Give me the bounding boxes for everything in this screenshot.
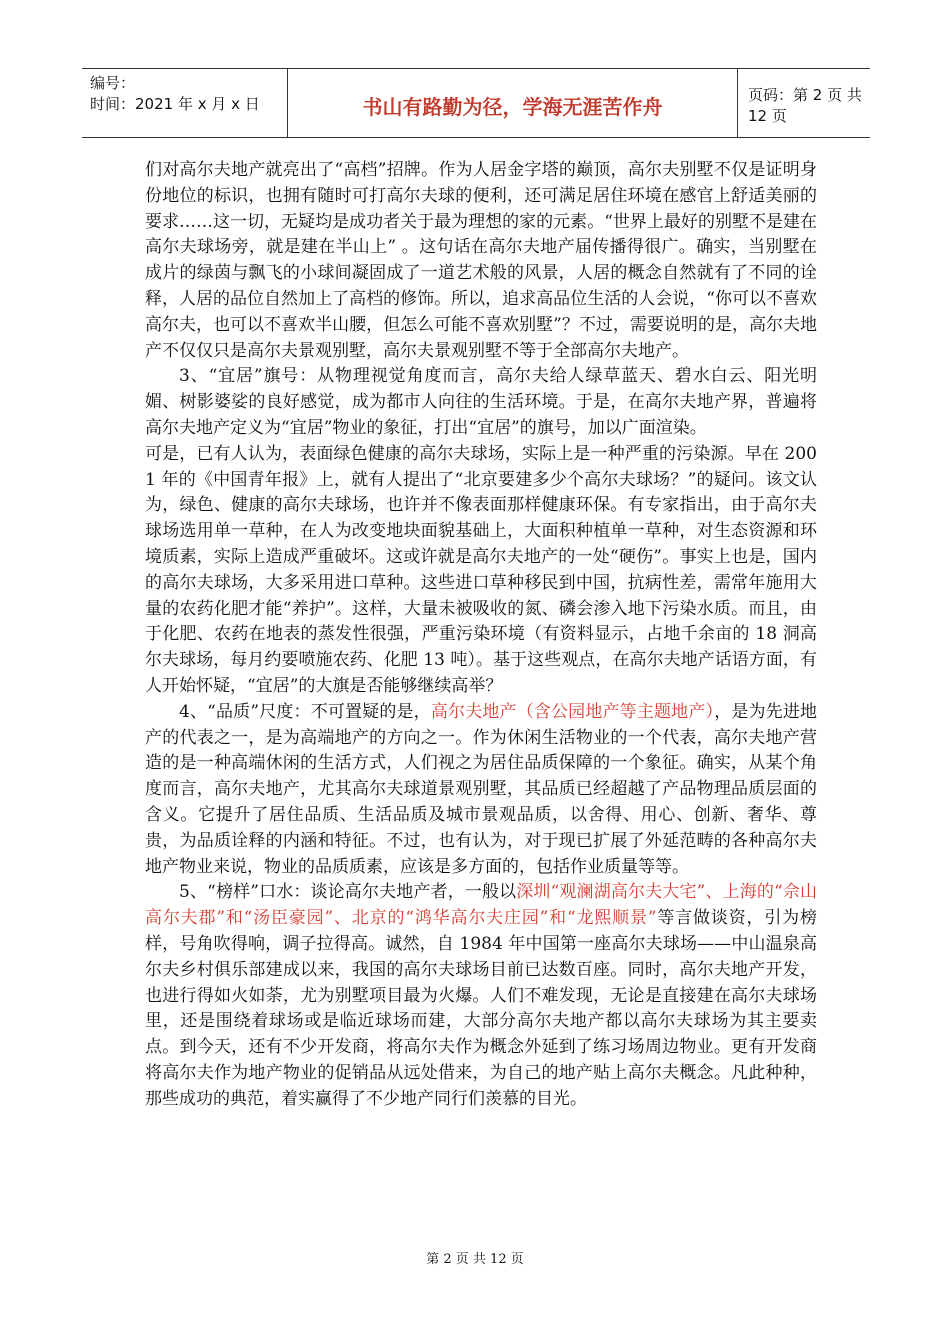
paragraph-2: 3、“宜居”旗号：从物理视觉角度而言，高尔夫给人绿草蓝天、碧水白云、阳光明媚、树影婆娑的良好感觉，成为都市人向往的生活环境。于是，在高尔夫地产界，普遍将高尔夫地产定义为“宜居”物业的象征，打出“宜居”的旗号，加以广面渲染。 bbox=[145, 366, 817, 438]
paragraph-5-lead: 5、“榜样”口水：谈论高尔夫地产者，一般以 bbox=[179, 882, 517, 903]
page-footer: 第 2 页 共 12 页 bbox=[426, 1252, 524, 1267]
paragraph-4-rest: ，是为先进地产的代表之一，是为高端地产的方向之一。作为休闲生活物业的一个代表，高尔夫地产营造的是一种高端休闲的生活方式，人们视之为居住品质保障的一个象征。确实，从某个角度而言，高尔夫地产，尤其高尔夫球道景观别墅，其品质已经超越了产品物理品质层面的含义。它提升了居住品质、生活品质及城市景观品质，以舍得、用心、创新、奢华、尊贵，为品质诠释的内涵和特征。不过，也有认为，对于现已扩展了外延范畴的各种高尔夫地产物业来说，物业的品质质素，应该是多方面的，包括作业质量等等。 bbox=[145, 701, 818, 877]
paragraph-4-lead: 4、“品质”尺度：不可置疑的是， bbox=[179, 701, 431, 722]
highlight-golf-realestate: 高尔夫地产（含公园地产等主题地产） bbox=[430, 701, 715, 722]
paragraph-3: 可是，已有人认为，表面绿色健康的高尔夫球场，实际上是一种严重的污染源。早在 2001 年的《中国青年报》上，就有人提出了“北京要建多少个高尔夫球场？”的疑问。该文认为，绿色、健康的高尔夫球场，也许并不像表面那样健康环保。有专家指出，由于高尔夫球场选用单一草种，在人为改变地块面貌基础上，大面积种植单一草种，对生态资源和环境质素，实际上造成严重破坏。这或许就是高尔夫地产的一处“硬伤”。事实上也是，国内的高尔夫球场，大多采用进口草种。这些进口草种移民到中国，抗病性差，需常年施用大量的农药化肥才能“养护”。这样，大量未被吸收的氮、磷会渗入地下污染水质。而且，由于化肥、农药在地表的蒸发性很强，严重污染环境（有资料显示，占地千余亩的 18 洞高尔夫球场，每月约要喷施农药、化肥 13 吨）。基于这些观点，在高尔夫地产话语方面，有人开始怀疑，“宜居”的大旗是否能够继续高举？ bbox=[145, 443, 817, 696]
paragraph-5-rest: 等言做谈资，引为榜样，号角吹得响，调子拉得高。诚然，自 1984 年中国第一座高尔夫球场——中山温泉高尔夫乡村俱乐部建成以来，我国的高尔夫球场目前已达数百座。同时，高尔夫地产开发，也进行得如火如荼，尤为别墅项目最为火爆。人们不难发现，无论是直接建在高尔夫球场里，还是围绕着球场或是临近球场而建，大部分高尔夫地产都以高尔夫球场为其主要卖点。到今天，还有不少开发商，将高尔夫作为概念外延到了练习场周边物业。更有开发商将高尔夫作为地产物业的促销品从远处借来，为自己的地产贴上高尔夫概念。凡此种种，那些成功的典范，着实赢得了不少地产同行们羡慕的目光。 bbox=[145, 908, 818, 1109]
paragraph-5 bbox=[145, 880, 817, 1112]
page-header bbox=[82, 68, 870, 138]
header-meta bbox=[82, 69, 288, 137]
paragraph-4 bbox=[145, 700, 817, 881]
header-page-info: 页码：第 2 页 共 12 页 bbox=[748, 86, 862, 125]
paragraph-1: 们对高尔夫地产就亮出了“高档”招牌。作为人居金字塔的巅顶，高尔夫别墅不仅是证明身份地位的标识，也拥有随时可打高尔夫球的便利，还可满足居住环境在感官上舒适美丽的要求……这一切，无疑均是成功者关于最为理想的家的元素。“世界上最好的别墅不是建在高尔夫球场旁，就是建在半山上” 。这句话在高尔夫地产届传播得很广。确实，当别墅在成片的绿茵与飘飞的小球间凝固成了一道艺术般的风景，人居的概念自然就有了不同的诠释，人居的品位自然加上了高档的修饰。所以，追求高品位生活的人会说，“你可以不喜欢高尔夫，也可以不喜欢半山腰，但怎么可能不喜欢别墅”？不过，需要说明的是，高尔夫地产不仅仅只是高尔夫景观别墅，高尔夫景观别墅不等于全部高尔夫地产。 bbox=[145, 160, 817, 361]
document-date-label: 时间：2021 年 x 月 x 日 bbox=[90, 95, 260, 113]
header-motto: 书山有路勤为径，学海无涯苦作舟 bbox=[288, 69, 738, 137]
highlight-example-projects: 深圳“观澜湖高尔夫大宅”、上海的“佘山高尔夫郡”和“汤臣豪园”、北京的“鸿华高尔夫庄园”和“龙熙顺景” bbox=[145, 882, 817, 929]
document-number-label: 编号： bbox=[90, 74, 136, 92]
document-body bbox=[145, 158, 817, 1112]
